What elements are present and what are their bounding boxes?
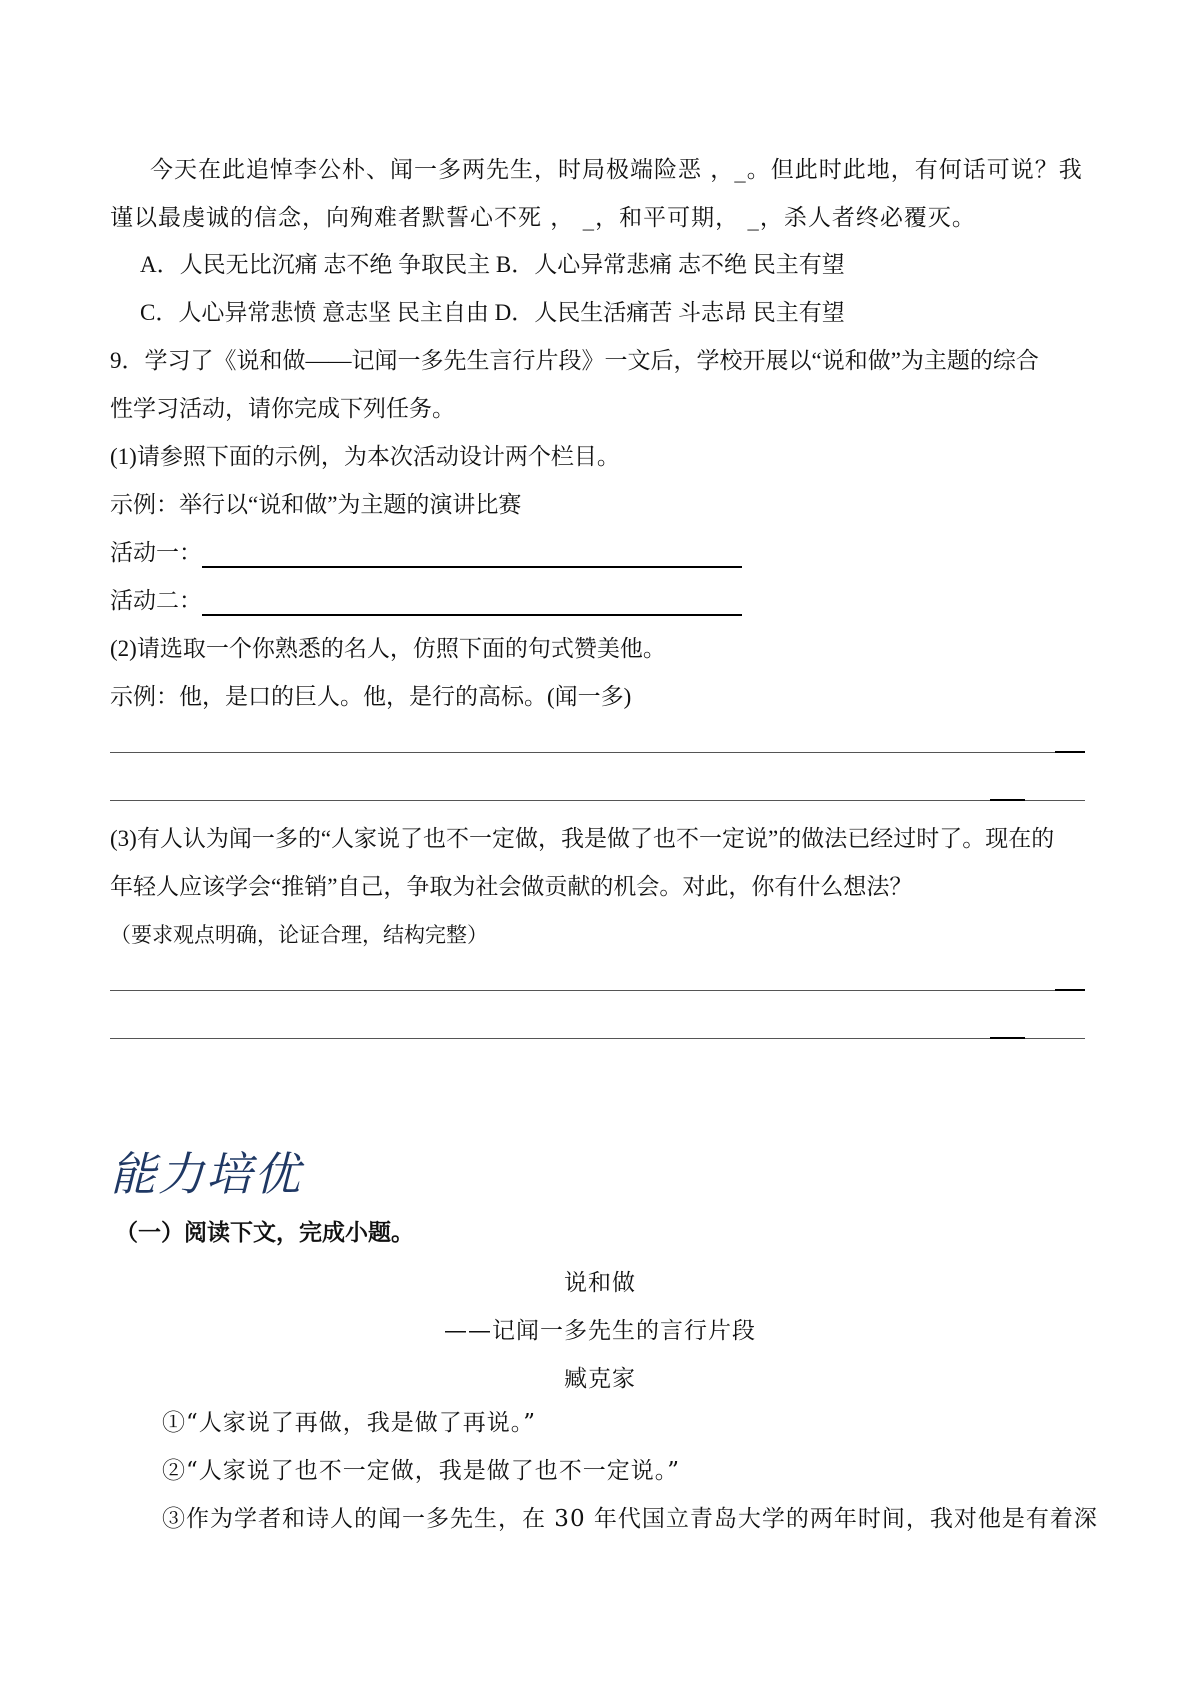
q9-line-2: 性学习活动，请你完成下列任务。 [110,396,455,421]
answer-line-2a-end [1055,751,1085,753]
article-para-3: ③作为学者和诗人的闻一多先生，在 30 年代国立青岛大学的两年时间，我对他是有着深 [162,1506,1098,1532]
article-para-2: ②“人家说了也不一定做，我是做了也不一定说。” [162,1458,681,1484]
q9-part2: (2)请选取一个你熟悉的名人，仿照下面的句式赞美他。 [110,636,666,661]
article-subtitle: ——记闻一多先生的言行片段 [444,1318,756,1344]
answer-line-2b[interactable] [110,800,1085,801]
activity-1-blank[interactable] [202,544,742,568]
activity-2-label: 活动二： [110,588,202,613]
q9-part1: (1)请参照下面的示例，为本次活动设计两个栏目。 [110,444,620,469]
q9-part2-example: 示例：他，是口的巨人。他，是行的高标。(闻一多) [110,684,632,709]
answer-line-2a[interactable] [110,752,1055,753]
article-author: 臧克家 [564,1366,636,1392]
q9-line-1: 9．学习了《说和做——记闻一多先生言行片段》一文后，学校开展以“说和做”为主题的综合 [110,348,1039,373]
passage-line-2: 谨以最虔诚的信念，向殉难者默誓心不死 ， _，和平可期， _，杀人者终必覆灭。 [110,205,976,231]
article-title: 说和做 [564,1270,636,1296]
activity-2-row [110,586,742,616]
answer-line-2b-mark [990,799,1025,801]
answer-line-3b[interactable] [110,1038,1085,1039]
options-row-1: A．人民无比沉痛 志不绝 争取民主 B．人心异常悲痛 志不绝 民主有望 [140,252,845,277]
article-para-1: ①“人家说了再做，我是做了再说。” [162,1410,537,1436]
activity-1-row [110,538,742,568]
answer-line-3b-mark [990,1037,1025,1039]
q9-part3-line-1: (3)有人认为闻一多的“人家说了也不一定做，我是做了也不一定说”的做法已经过时了。现在的 [110,826,1055,851]
answer-line-3a-end [1055,989,1085,991]
answer-line-3a[interactable] [110,990,1055,991]
q9-part3-requirement: （要求观点明确，论证合理，结构完整） [110,923,488,947]
q9-part3-line-2: 年轻人应该学会“推销”自己，争取为社会做贡献的机会。对此，你有什么想法？ [110,874,913,899]
options-row-2: C．人心异常悲愤 意志坚 民主自由 D．人民生活痛苦 斗志昂 民主有望 [140,300,845,325]
activity-1-label: 活动一： [110,540,202,565]
activity-2-blank[interactable] [202,592,742,616]
q9-part1-example: 示例：举行以“说和做”为主题的演讲比赛 [110,492,522,517]
section-subheading: （一）阅读下文，完成小题。 [115,1220,414,1245]
passage-line-1: 今天在此追悼李公朴、闻一多两先生，时局极端险恶 ，_。但此时此地，有何话可说？我 [150,157,1083,183]
section-heading: 能力培优 [110,1147,302,1201]
